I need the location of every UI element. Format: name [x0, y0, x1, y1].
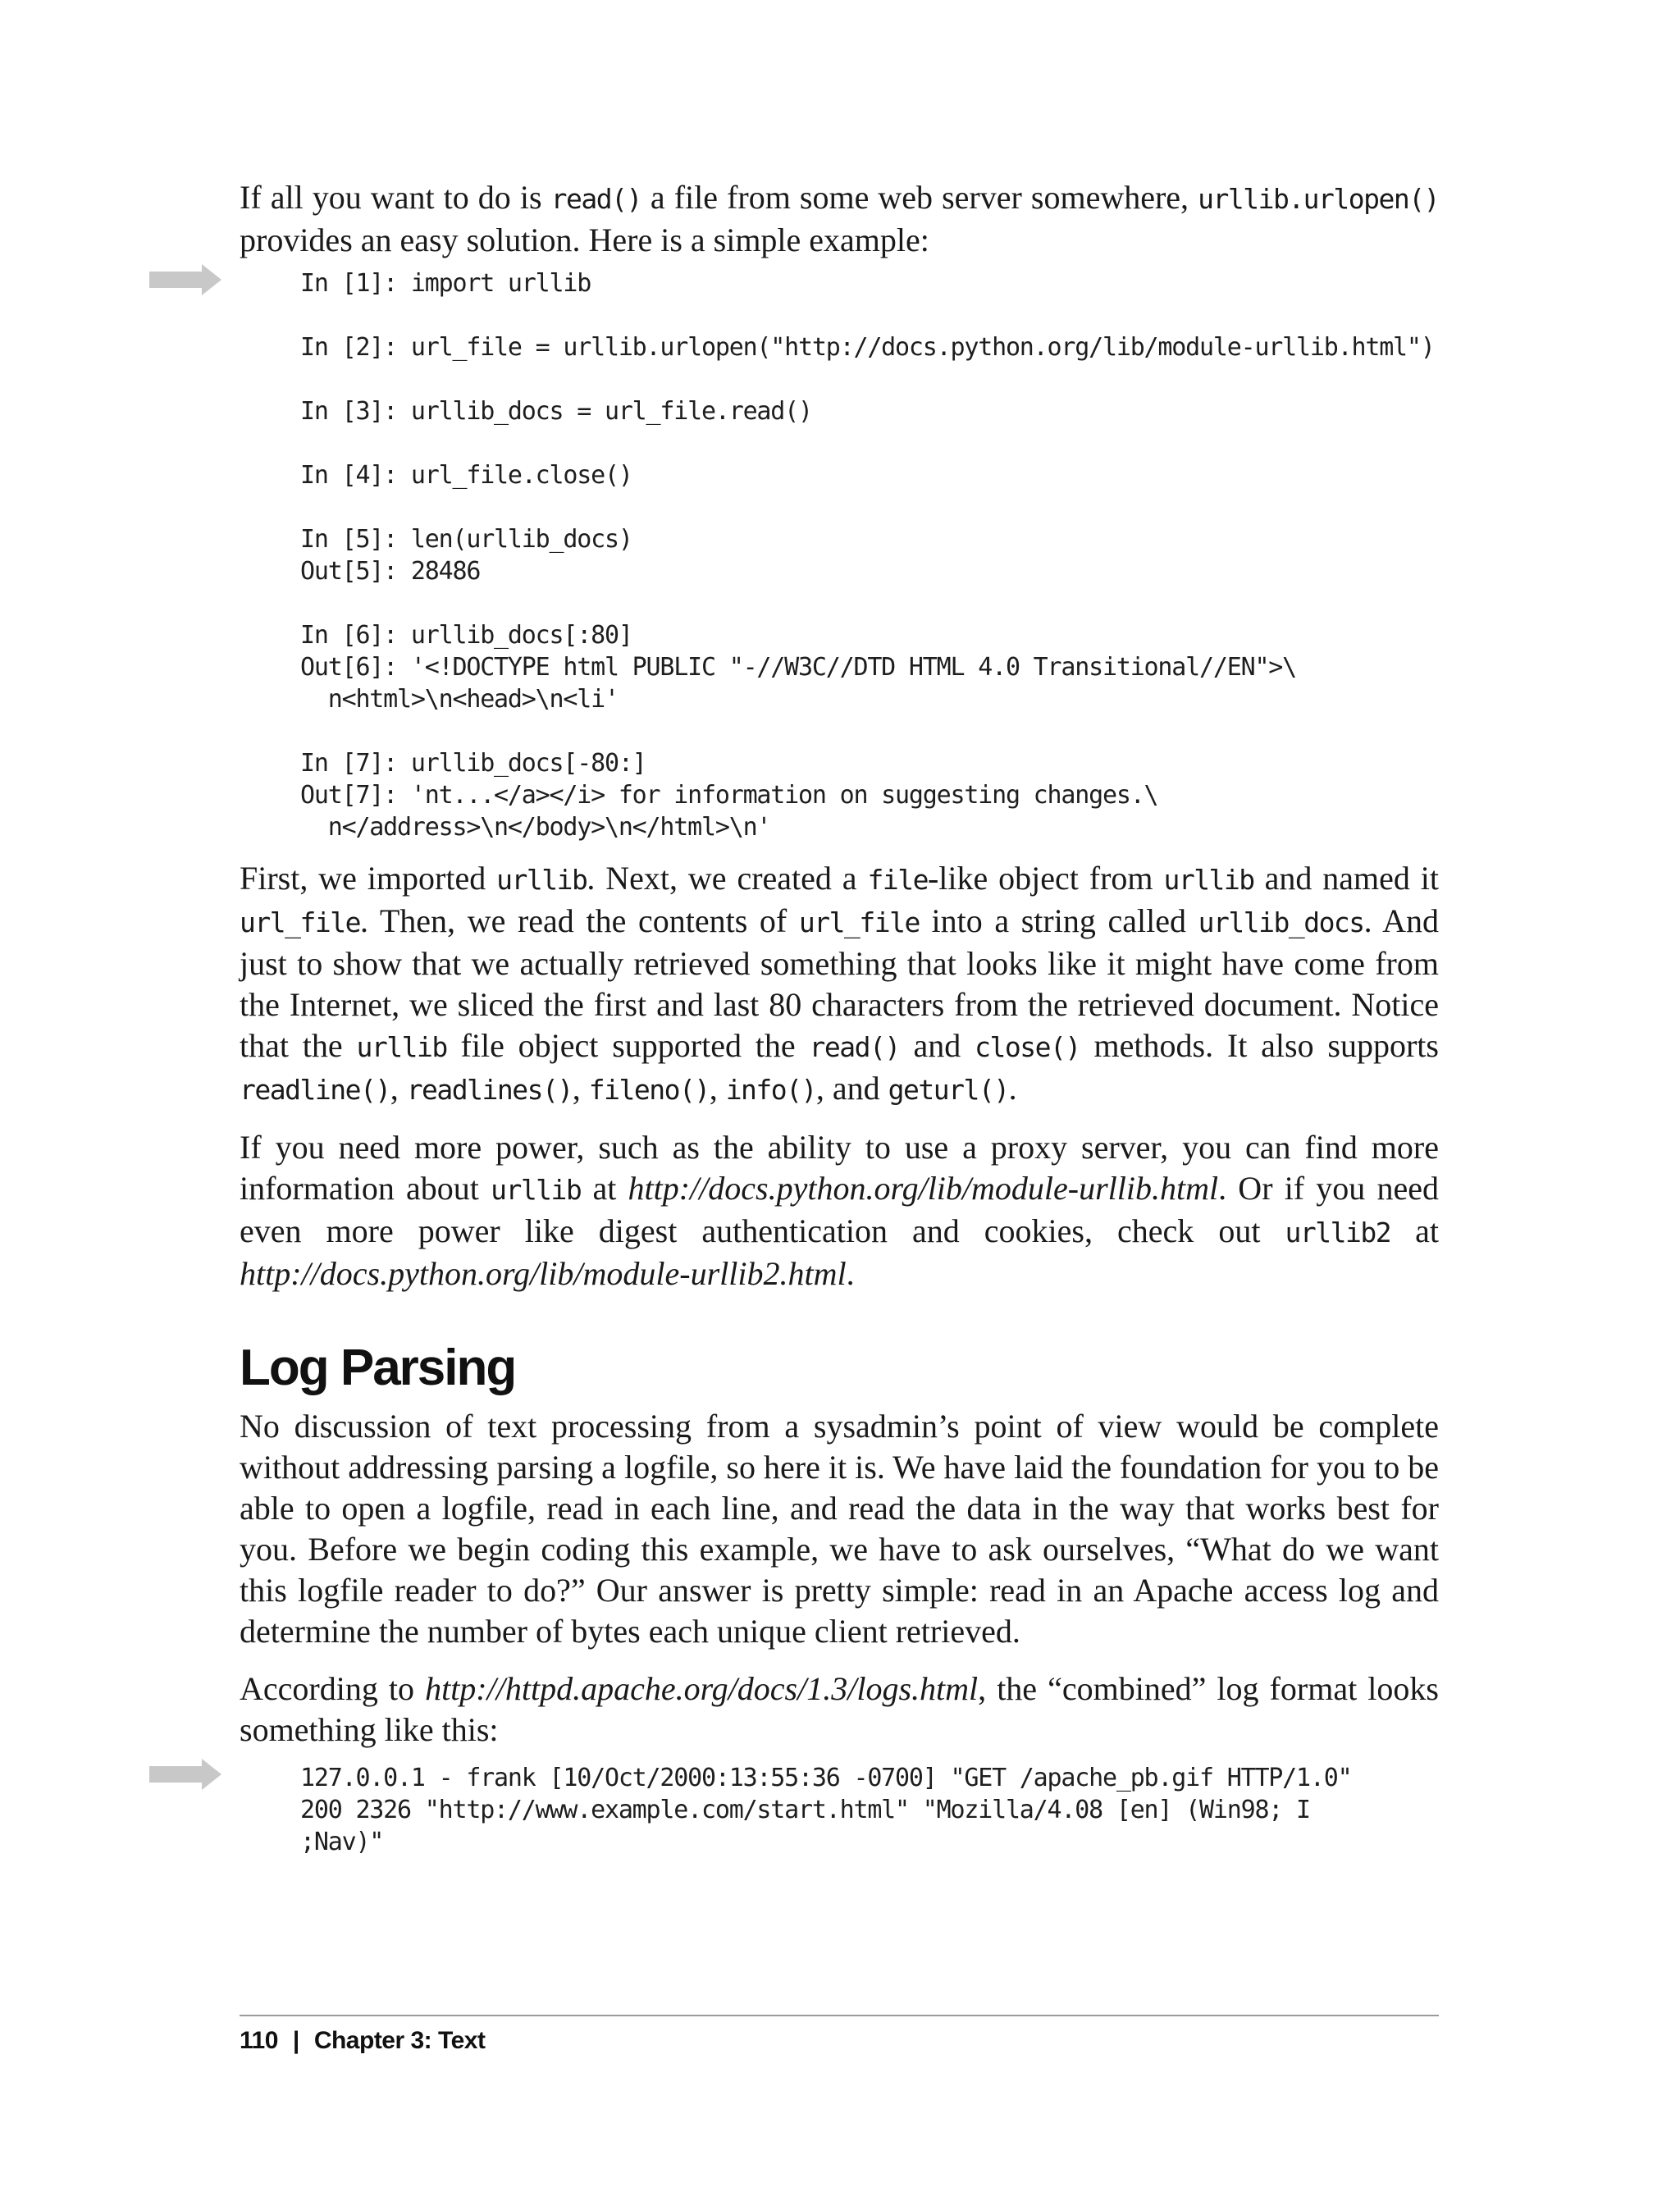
text-run: .: [1008, 1070, 1017, 1107]
code-line: ;Nav)": [300, 1828, 384, 1856]
text-run: If all you want to do is: [240, 179, 551, 216]
inline-code: read(): [550, 183, 641, 215]
text-run: and named it: [1253, 860, 1439, 897]
inline-code: url_file: [798, 906, 920, 938]
code-blank-line: [300, 363, 1439, 395]
text-run: . And just to show that we actually retrieved something that looks like it might have come from the Internet, we sliced the first and last 80 characters from the retrieved document. Notice that the: [240, 902, 1439, 1064]
text-run: at: [1390, 1212, 1439, 1249]
code-line: In [5]: len(urllib_docs): [300, 525, 632, 554]
code-line: In [2]: url_file = urllib.urlopen("http://docs.python.org/lib/module-urllib.html"): [300, 333, 1435, 362]
inline-code: fileno(): [588, 1074, 710, 1106]
code-blank-line: [300, 299, 1439, 331]
text-run: into a string called: [919, 902, 1198, 939]
arrow-marker-icon: [149, 264, 221, 295]
footer-rule: [240, 2015, 1439, 2016]
text-run: . Or if you need even more power like digest authentication and cookies, check out: [240, 1170, 1439, 1249]
text-run: , and: [815, 1070, 888, 1107]
text-run: methods. It also supports: [1080, 1027, 1439, 1064]
code-line: In [4]: url_file.close(): [300, 461, 632, 490]
code-line: n<html>\n<head>\n<li': [300, 685, 619, 714]
inline-code: close(): [975, 1031, 1080, 1063]
text-run: .: [846, 1255, 855, 1292]
inline-code: info(): [725, 1074, 816, 1106]
code-line: Out[5]: 28486: [300, 557, 481, 586]
text-run: -like object from: [927, 860, 1164, 897]
arrow-marker-icon: [149, 1759, 221, 1790]
text-run: provides an easy solution. Here is a simple example:: [240, 221, 929, 258]
text-run: a file from some web server somewhere,: [641, 179, 1198, 216]
chapter-title: Chapter 3: Text: [313, 2027, 486, 2054]
text-run: , the “combined” log format looks something like this:: [240, 1670, 1439, 1748]
intro-paragraph: [240, 177, 1439, 261]
text-run: . Then, we read the contents of: [359, 902, 799, 939]
inline-code: urllib: [356, 1031, 447, 1063]
inline-code: urllib: [496, 864, 587, 896]
page-content: [240, 177, 1439, 1858]
url-link[interactable]: http://docs.python.org/lib/module-urllib.html: [628, 1170, 1219, 1207]
inline-code: url_file: [240, 906, 360, 938]
code-example-1: [240, 267, 1439, 843]
inline-code: urllib2: [1285, 1217, 1391, 1249]
text-run: and: [899, 1027, 975, 1064]
text-run: at: [581, 1170, 628, 1207]
code-line: Out[6]: '<!DOCTYPE html PUBLIC "-//W3C//DTD HTML 4.0 Transitional//EN">\: [300, 653, 1297, 682]
code-line: In [7]: urllib_docs[-80:]: [300, 749, 646, 778]
inline-code: urllib.urlopen(): [1198, 183, 1439, 215]
code-blank-line: [300, 715, 1439, 747]
inline-code: urllib: [1163, 864, 1254, 896]
code-line: In [6]: urllib_docs[:80]: [300, 621, 632, 650]
text-run: If you need more power, such as the ability to use a proxy server, you can find more information about: [240, 1129, 1439, 1207]
text-run: ,: [709, 1070, 726, 1107]
inline-code: read(): [809, 1031, 900, 1063]
code-line: 127.0.0.1 - frank [10/Oct/2000:13:55:36 -0700] "GET /apache_pb.gif HTTP/1.0": [300, 1764, 1352, 1792]
code-blank-line: [300, 491, 1439, 523]
code-line: In [1]: import urllib: [300, 269, 591, 298]
page-number: 110: [240, 2027, 278, 2054]
page-footer: [240, 2023, 485, 2059]
text-run: file object supported the: [446, 1027, 810, 1064]
inline-code: geturl(): [888, 1074, 1009, 1106]
code-example-2: [240, 1762, 1439, 1858]
inline-code: file: [867, 864, 928, 896]
text-run: ,: [572, 1070, 589, 1107]
text-run: First, we imported: [240, 860, 497, 897]
code-blank-line: [300, 427, 1439, 459]
text-run: According to: [240, 1670, 426, 1707]
explanation-paragraph: [240, 858, 1439, 1111]
code-line: In [3]: urllib_docs = url_file.read(): [300, 397, 812, 426]
section-heading: Log Parsing: [240, 1340, 516, 1396]
code-block: [240, 267, 1439, 843]
code-line: n</address>\n</body>\n</html>\n': [300, 813, 771, 842]
url-link[interactable]: http://httpd.apache.org/docs/1.3/logs.html: [425, 1670, 979, 1707]
inline-code: urllib: [491, 1174, 582, 1206]
combined-format-paragraph: [240, 1669, 1439, 1751]
code-line: Out[7]: 'nt...</a></i> for information on suggesting changes.\: [300, 781, 1158, 810]
inline-code: readlines(): [406, 1074, 573, 1106]
footer-separator: |: [292, 2027, 299, 2054]
code-block: [240, 1762, 1439, 1858]
text-run: ,: [390, 1070, 407, 1107]
log-parsing-paragraph: No discussion of text processing from a sysadmin’s point of view would be complete without addressing parsing a logfile, so here it is. We have laid the foundation for you to be able to open a logfile, read in each line, and read the data in the way that works best for you. Before we begin coding this example, we have to ask ourselves, “What do we want this logfile reader to do?” Our answer is pretty simple: read in an Apache access log and determine the number of bytes each unique client retrieved.: [240, 1408, 1439, 1650]
code-blank-line: [300, 587, 1439, 619]
more-power-paragraph: [240, 1127, 1439, 1294]
text-run: . Next, we created a: [587, 860, 868, 897]
url-link[interactable]: http://docs.python.org/lib/module-urllib2.html: [240, 1255, 847, 1292]
inline-code: readline(): [240, 1074, 390, 1106]
inline-code: urllib_docs: [1198, 906, 1364, 938]
code-line: 200 2326 "http://www.example.com/start.html" "Mozilla/4.08 [en] (Win98; I: [300, 1796, 1310, 1824]
